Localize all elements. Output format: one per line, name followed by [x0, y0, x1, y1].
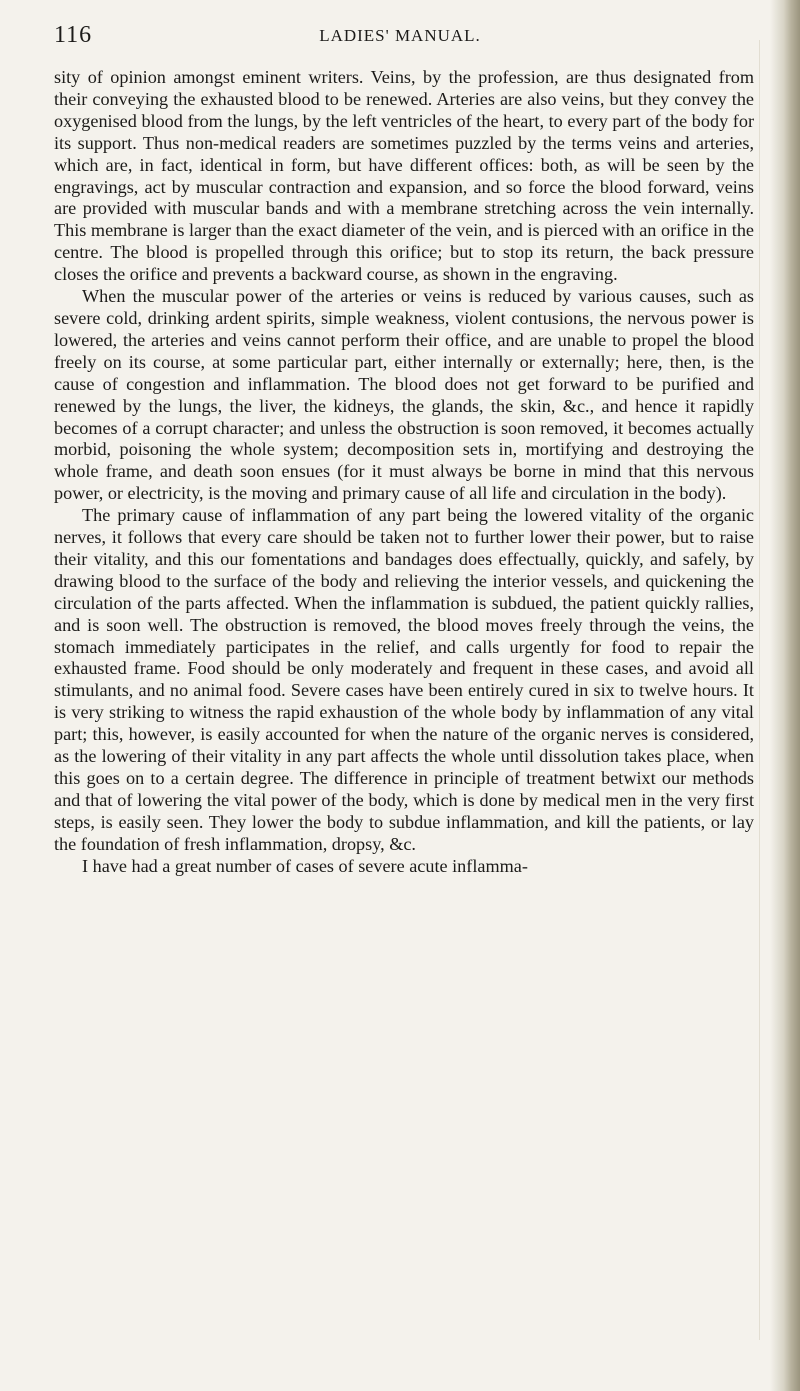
paragraph: I have had a great number of cases of severe acute inflamma- — [82, 855, 528, 876]
paragraph-continued: sity of opinion amongst eminent writers. Veins, by the profession, are thus designated from their conveying the exhausted blood to be renewed. Arteries are also veins, but they convey the oxygenised blood from the lungs, by the left ventricles of the heart, to every part of the body for its support. Thus non-medical readers are sometimes puzzled by the terms veins and arteries, which are, in fact, identical in form, but have different offices: both, as will be seen by the engravings, act by muscular contraction and expansion, and so force the blood forward, veins are provided with muscular bands and with a membrane stretching across the vein internally. This membrane is larger than the exact diameter of the vein, and is pierced with an orifice in the centre. The blood is propelled through this orifice; but to stop its return, the back pressure closes the orifice and prevents a backward course, as shown in the engraving. — [54, 67, 754, 285]
page-edge-shadow — [770, 0, 800, 1391]
paragraph: The primary cause of inflammation of any part being the lowered vitality of the organic nerves, it follows that every care should be taken not to further lower their power, but to raise their vitality, and this our fomentations and bandages does effectually, quickly, and safely, by drawing blood to the surface of the body and relieving the interior vessels, and quickening the circulation of the parts affected. When the inflammation is subdued, the patient quickly rallies, and is soon well. The obstruction is removed, the blood moves freely through the veins, the stomach immediately participates in the relief, and calls urgently for food to repair the exhausted frame. Food should be only moderately and frequent in these cases, and avoid all stimulants, and no animal food. Severe cases have been entirely cured in six to twelve hours. It is very striking to witness the rapid exhaustion of the whole body by inflammation of any vital part; this, however, is easily accounted for when the nature of the organic nerves is considered, as the lowering of their vitality in any part affects the whole until dissolution takes place, when this goes on to a certain degree. The difference in principle of treatment betwixt our methods and that of lowering the vital power of the body, which is done by medical men in the very first steps, is easily seen. They lower the body to subdue inflammation, and kill the patients, or lay the foundation of fresh inflammation, dropsy, &c. — [54, 505, 754, 854]
running-title: LADIES' MANUAL. — [319, 26, 481, 45]
body-text — [54, 67, 754, 878]
page-fold-line — [759, 40, 760, 1340]
page-number: 116 — [54, 22, 93, 48]
paragraph: When the muscular power of the arteries or veins is reduced by various causes, such as severe cold, drinking ardent spirits, simple weakness, violent contusions, the nervous power is lowered, the arteries and veins cannot perform their office, and are unable to propel the blood freely on its course, at some particular part, either internally or externally; here, then, is the cause of congestion and inflammation. The blood does not get forward to be purified and renewed by the lungs, the liver, the kidneys, the glands, the skin, &c., and hence it rapidly becomes of a corrupt character; and unless the obstruction is soon removed, it becomes actually morbid, poisoning the whole system; decomposition sets in, mortifying and destroying the whole frame, and death soon ensues (for it must always be borne in mind that this nervous power, or electricity, is the moving and primary cause of all life and circulation in the body). — [54, 286, 754, 504]
